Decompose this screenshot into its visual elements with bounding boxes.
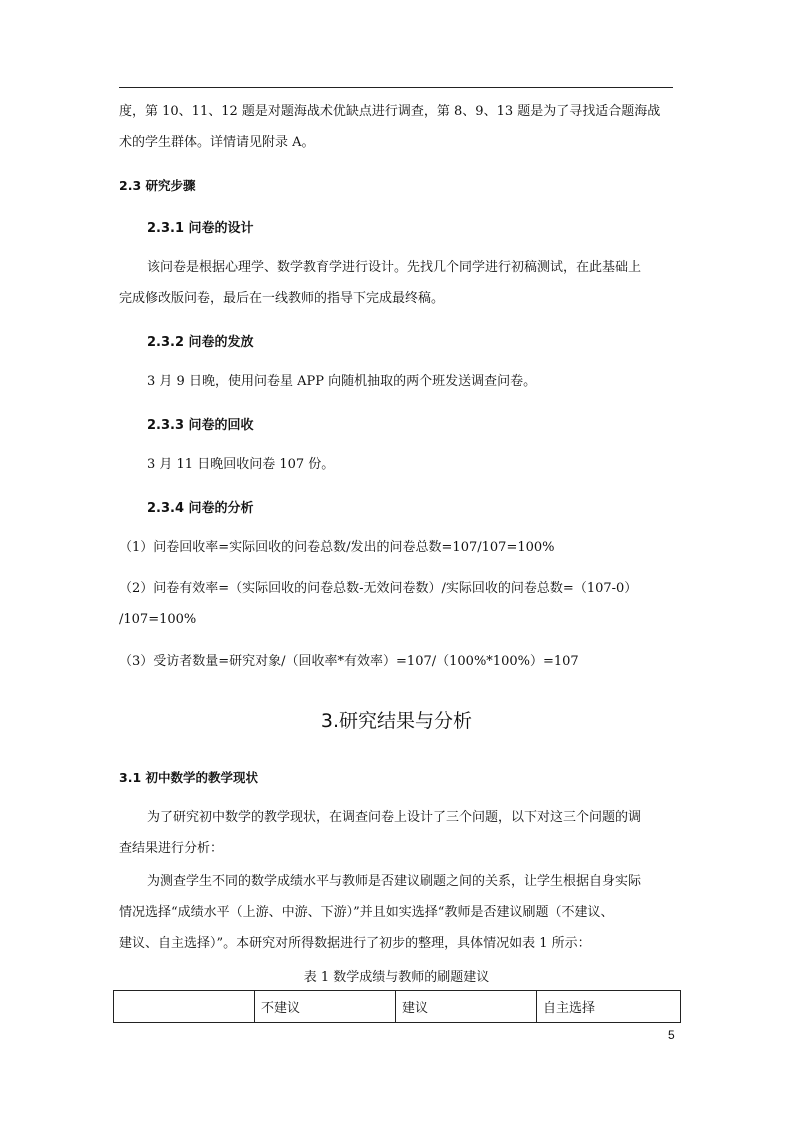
subsection-heading: 2.3.2 问卷的发放 bbox=[147, 335, 254, 350]
chapter-heading: 3.研究结果与分析 bbox=[320, 710, 473, 732]
formula-line: （3）受访者数量=研究对象/（回收率*有效率）=107/（100%*100%）=107 bbox=[119, 654, 579, 669]
table-header-cell: 不建议 bbox=[255, 991, 396, 1023]
subsection-heading: 2.3.4 问卷的分析 bbox=[147, 501, 254, 516]
paragraph-line: 情况选择“成绩水平（上游、中游、下游）”并且如实选择“教师是否建议刷题（不建议、 bbox=[119, 905, 614, 920]
table-header-row bbox=[114, 991, 681, 1023]
table-header-cell: 建议 bbox=[396, 991, 537, 1023]
section-heading: 2.3 研究步骤 bbox=[119, 178, 196, 193]
section-heading: 3.1 初中数学的教学现状 bbox=[119, 770, 258, 785]
subsection-heading: 2.3.3 问卷的回收 bbox=[147, 418, 254, 433]
paragraph-line: 查结果进行分析： bbox=[119, 841, 224, 856]
formula-line: /107=100% bbox=[119, 612, 197, 627]
table-caption: 表 1 数学成绩与教师的刷题建议 bbox=[303, 970, 490, 985]
table-header-cell: 自主选择 bbox=[537, 991, 681, 1023]
paragraph-line: 该问卷是根据心理学、数学教育学进行设计。先找几个同学进行初稿测试，在此基础上 bbox=[147, 260, 642, 275]
header-rule bbox=[119, 87, 673, 88]
paragraph-line: 3 月 11 日晚回收问卷 107 份。 bbox=[147, 457, 335, 472]
paragraph-line: 度，第 10、11、12 题是对题海战术优缺点进行调查，第 8、9、13 题是为了寻找适合题海战 bbox=[119, 104, 661, 119]
formula-line: （1）问卷回收率=实际回收的问卷总数/发出的问卷总数=107/107=100% bbox=[119, 540, 555, 555]
table-header-cell bbox=[114, 991, 255, 1023]
paragraph-line: 建议、自主选择）”。本研究对所得数据进行了初步的整理，具体情况如表 1 所示： bbox=[119, 936, 591, 951]
paragraph-line: 为了研究初中数学的教学现状，在调查问卷上设计了三个问题，以下对这三个问题的调 bbox=[147, 810, 642, 825]
results-table bbox=[113, 990, 681, 1023]
subsection-heading: 2.3.1 问卷的设计 bbox=[147, 221, 254, 236]
paragraph-line: 为测查学生不同的数学成绩水平与教师是否建议刷题之间的关系，让学生根据自身实际 bbox=[147, 874, 642, 889]
page-number: 5 bbox=[668, 1028, 675, 1042]
paragraph-line: 术的学生群体。详情请见附录 A。 bbox=[119, 135, 315, 150]
paragraph-line: 3 月 9 日晚，使用问卷星 APP 向随机抽取的两个班发送调查问卷。 bbox=[147, 374, 537, 389]
paragraph-line: 完成修改版问卷，最后在一线教师的指导下完成最终稿。 bbox=[119, 291, 445, 306]
formula-line: （2）问卷有效率=（实际回收的问卷总数-无效问卷数）/实际回收的问卷总数=（107-0） bbox=[119, 581, 638, 596]
